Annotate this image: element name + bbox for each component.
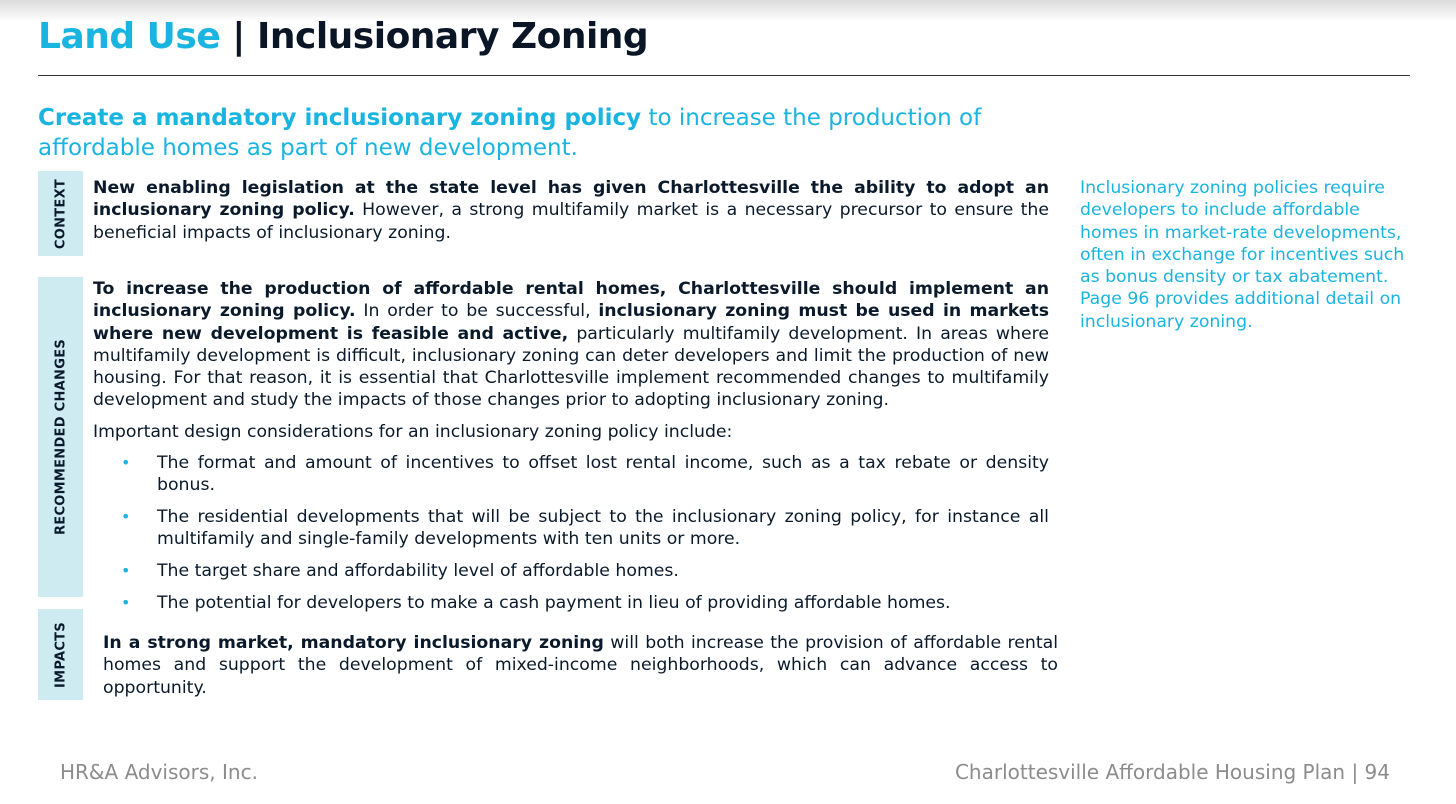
recommended-text-2: particularly multifamily development. In areas where multifamily development is difficult, inclusionary zoning can deter developers and limit the production of new housing. For that reason, it is essential that Charlottesville implement recommended changes to multifamily development and study the impacts of those changes prior to adopting inclusionary zoning. bbox=[93, 323, 1049, 411]
title-separator: | bbox=[220, 16, 257, 57]
recommended-bold-2: inclusionary zoning must be used in markets where new development is feasible and active, bbox=[93, 301, 1049, 344]
impacts-rest: will both increase the provision of affordable rental homes and support the development of mixed-income neighborhoods, which can advance access to opportunity. bbox=[103, 633, 1058, 698]
impacts-bold: In a strong market, mandatory inclusionary zoning bbox=[103, 633, 604, 653]
considerations-intro: Important design considerations for an inclusionary zoning policy include: bbox=[93, 422, 733, 442]
title-divider bbox=[38, 75, 1410, 76]
context-tab bbox=[38, 171, 83, 256]
bullet-dot: • bbox=[121, 592, 131, 612]
title-section: Land Use bbox=[38, 16, 221, 57]
list-item bbox=[93, 452, 1049, 497]
subtitle-bold: Create a mandatory inclusionary zoning policy bbox=[38, 105, 642, 131]
impacts-paragraph bbox=[103, 632, 1058, 699]
impacts-tab-label: IMPACTS bbox=[53, 621, 68, 688]
context-tab-label: CONTEXT bbox=[53, 178, 68, 249]
footer-company: HR&A Advisors, Inc. bbox=[60, 760, 258, 784]
list-item bbox=[93, 560, 1049, 582]
list-item-text: The format and amount of incentives to offset lost rental income, such as a tax rebate or density bonus. bbox=[157, 453, 1049, 496]
context-paragraph bbox=[93, 177, 1049, 244]
page-title bbox=[38, 16, 648, 57]
sidebar-note: Inclusionary zoning policies require developers to include affordable homes in market-rate developments, often in exchange for incentives such as bonus density or tax abatement. Page 96 provides additional detail on inclusionary zoning. bbox=[1080, 178, 1405, 332]
recommended-paragraph bbox=[93, 278, 1049, 412]
list-item bbox=[93, 506, 1049, 551]
context-bold: New enabling legislation at the state level has given Charlottesville the ability to adopt an inclusionary zoning policy. bbox=[93, 178, 1049, 221]
recommended-text-1: In order to be successful, bbox=[355, 301, 599, 322]
recommended-changes-tab bbox=[38, 277, 83, 597]
subtitle-rest: to increase the production of affordable homes as part of new development. bbox=[38, 105, 982, 161]
page-subtitle bbox=[38, 103, 998, 163]
title-topic: Inclusionary Zoning bbox=[256, 16, 649, 57]
recommended-bold-1: To increase the production of affordable rental homes, Charlottesville should implement an inclusionary zoning policy. bbox=[93, 279, 1049, 322]
list-item-text: The residential developments that will be subject to the inclusionary zoning policy, for instance all multifamily and single-family developments with ten units or more. bbox=[157, 507, 1049, 550]
recommended-changes-tab-label: RECOMMENDED CHANGES bbox=[53, 338, 68, 536]
impacts-tab bbox=[38, 609, 83, 700]
bullet-dot: • bbox=[121, 453, 131, 472]
list-item bbox=[93, 592, 1049, 614]
context-rest: However, a strong multifamily market is a necessary precursor to ensure the beneficial impacts of inclusionary zoning. bbox=[93, 200, 1049, 243]
list-item-text: The potential for developers to make a cash payment in lieu of providing affordable homes. bbox=[157, 592, 951, 613]
bullet-dot: • bbox=[121, 507, 131, 527]
bullet-dot: • bbox=[121, 561, 131, 581]
considerations-list bbox=[93, 452, 1049, 624]
footer-page-info: Charlottesville Affordable Housing Plan | 94 bbox=[954, 760, 1390, 784]
list-item-text: The target share and affordability level of affordable homes. bbox=[157, 561, 679, 582]
